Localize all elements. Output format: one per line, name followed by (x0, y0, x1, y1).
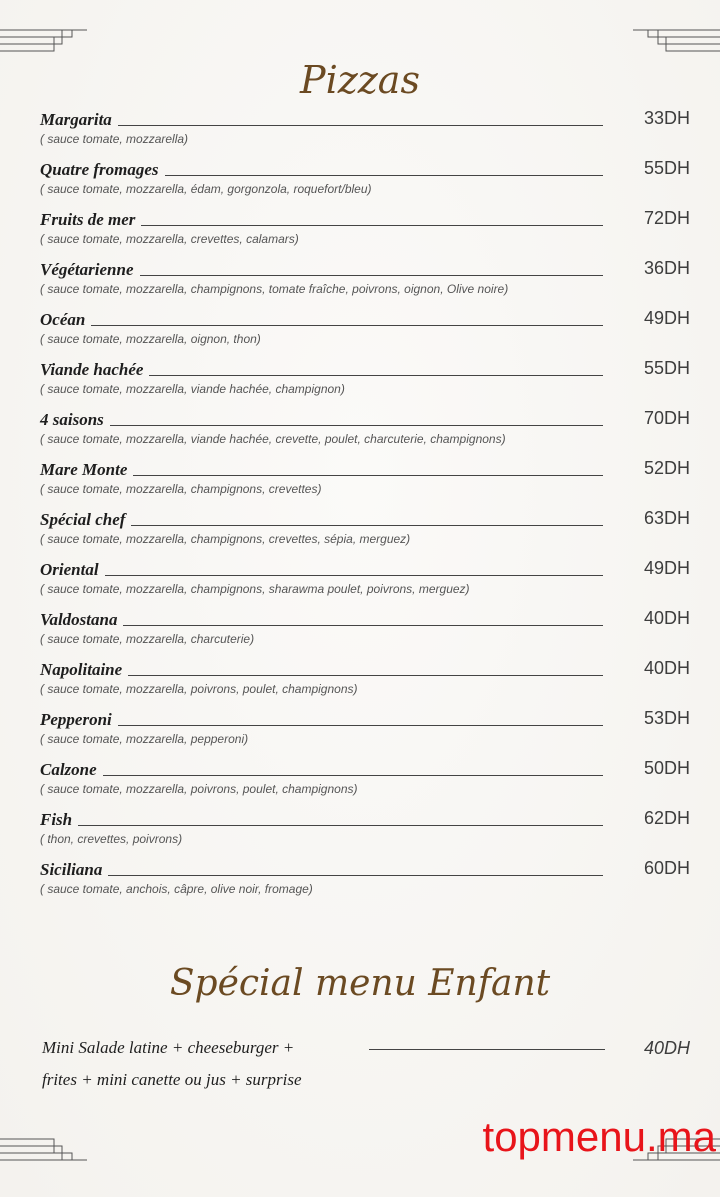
item-price: 36DH (643, 258, 690, 278)
item-name: Mare Monte (40, 460, 128, 479)
item-price: 60DH (643, 858, 690, 878)
menu-item (40, 258, 690, 306)
item-name: Viande hachée (40, 360, 144, 379)
item-price: 70DH (643, 408, 690, 428)
leader-line (133, 475, 603, 476)
menu-item (40, 758, 690, 806)
item-name: Valdostana (40, 610, 118, 629)
leader-line (123, 625, 603, 626)
item-price: 55DH (643, 158, 690, 178)
item-description: ( sauce tomate, mozzarella, champignons, tomate fraîche, poivrons, oignon, Olive noire) (40, 282, 509, 296)
item-description: ( thon, crevettes, poivrons) (40, 832, 183, 846)
item-price: 49DH (643, 558, 690, 578)
item-price: 49DH (643, 308, 690, 328)
item-price: 53DH (643, 708, 690, 728)
kids-menu-item (42, 1032, 690, 1096)
leader-line (128, 675, 603, 676)
item-description: ( sauce tomate, mozzarella, oignon, thon) (40, 332, 261, 346)
leader-line (165, 175, 603, 176)
menu-item (40, 608, 690, 656)
item-price: 40DH (643, 608, 690, 628)
leader-line (105, 575, 603, 576)
kids-menu-line-1: Mini Salade latine + cheeseburger + (42, 1038, 295, 1057)
menu-item (40, 408, 690, 456)
item-description: ( sauce tomate, mozzarella) (40, 132, 189, 146)
item-description: ( sauce tomate, mozzarella, charcuterie) (40, 632, 255, 646)
menu-item (40, 358, 690, 406)
menu-item (40, 808, 690, 856)
item-price: 52DH (643, 458, 690, 478)
item-name: Pepperoni (40, 710, 112, 729)
item-name: Napolitaine (40, 660, 123, 679)
item-description: ( sauce tomate, mozzarella, champignons, sharawma poulet, poivrons, merguez) (40, 582, 470, 596)
item-name: Océan (40, 310, 86, 329)
menu-item (40, 158, 690, 206)
item-name: Fish (40, 810, 73, 829)
kids-menu-line-2: frites + mini canette ou jus + surprise (42, 1070, 302, 1089)
item-price: 63DH (643, 508, 690, 528)
item-description: ( sauce tomate, mozzarella, poivrons, poulet, champignons) (40, 682, 358, 696)
item-description: ( sauce tomate, mozzarella, viande hachée, champignon) (40, 382, 345, 396)
item-price: 33DH (643, 108, 690, 128)
item-name: Quatre fromages (40, 160, 159, 179)
leader-line (140, 275, 603, 276)
menu-item (40, 458, 690, 506)
corner-ornament-top-right (600, 28, 720, 54)
menu-item (40, 658, 690, 706)
pizzas-heading: Pizzas (300, 58, 420, 102)
item-price: 50DH (643, 758, 690, 778)
item-name: Spécial chef (40, 510, 126, 529)
item-name: 4 saisons (40, 410, 104, 429)
menu-item (40, 108, 690, 156)
item-description: ( sauce tomate, mozzarella, édam, gorgonzola, roquefort/bleu) (40, 182, 372, 196)
item-description: ( sauce tomate, mozzarella, champignons, crevettes, sépia, merguez) (40, 532, 411, 546)
item-name: Végétarienne (40, 260, 134, 279)
item-name: Margarita (40, 110, 112, 129)
menu-item (40, 858, 690, 906)
item-name: Calzone (40, 760, 97, 779)
item-description: ( sauce tomate, mozzarella, champignons, crevettes) (40, 482, 322, 496)
kids-menu-heading: Spécial menu Enfant (169, 963, 551, 1004)
item-price: 62DH (643, 808, 690, 828)
menu-item (40, 308, 690, 356)
leader-line (131, 525, 603, 526)
item-description: ( sauce tomate, mozzarella, poivrons, poulet, champignons) (40, 782, 358, 796)
corner-ornament-bottom-left (0, 1136, 120, 1162)
leader-line (110, 425, 603, 426)
menu-item (40, 708, 690, 756)
item-description: ( sauce tomate, mozzarella, viande hachée, crevette, poulet, charcuterie, champignons) (40, 432, 506, 446)
leader-line (108, 875, 603, 876)
item-name: Oriental (40, 560, 99, 579)
leader-line (369, 1049, 605, 1050)
leader-line (103, 775, 603, 776)
item-description: ( sauce tomate, anchois, câpre, olive noir, fromage) (40, 882, 313, 896)
menu-item (40, 208, 690, 256)
leader-line (118, 125, 603, 126)
kids-menu-price: 40DH (643, 1038, 690, 1058)
item-price: 40DH (643, 658, 690, 678)
menu-item (40, 508, 690, 556)
item-name: Siciliana (40, 860, 103, 879)
menu-item (40, 558, 690, 606)
leader-line (141, 225, 603, 226)
item-price: 72DH (643, 208, 690, 228)
item-description: ( sauce tomate, mozzarella, crevettes, calamars) (40, 232, 299, 246)
leader-line (149, 375, 603, 376)
leader-line (78, 825, 603, 826)
leader-line (118, 725, 603, 726)
item-description: ( sauce tomate, mozzarella, pepperoni) (40, 732, 249, 746)
item-price: 55DH (643, 358, 690, 378)
item-name: Fruits de mer (40, 210, 136, 229)
topmenu-watermark: topmenu.ma (482, 1113, 716, 1160)
leader-line (91, 325, 603, 326)
corner-ornament-top-left (0, 28, 120, 54)
